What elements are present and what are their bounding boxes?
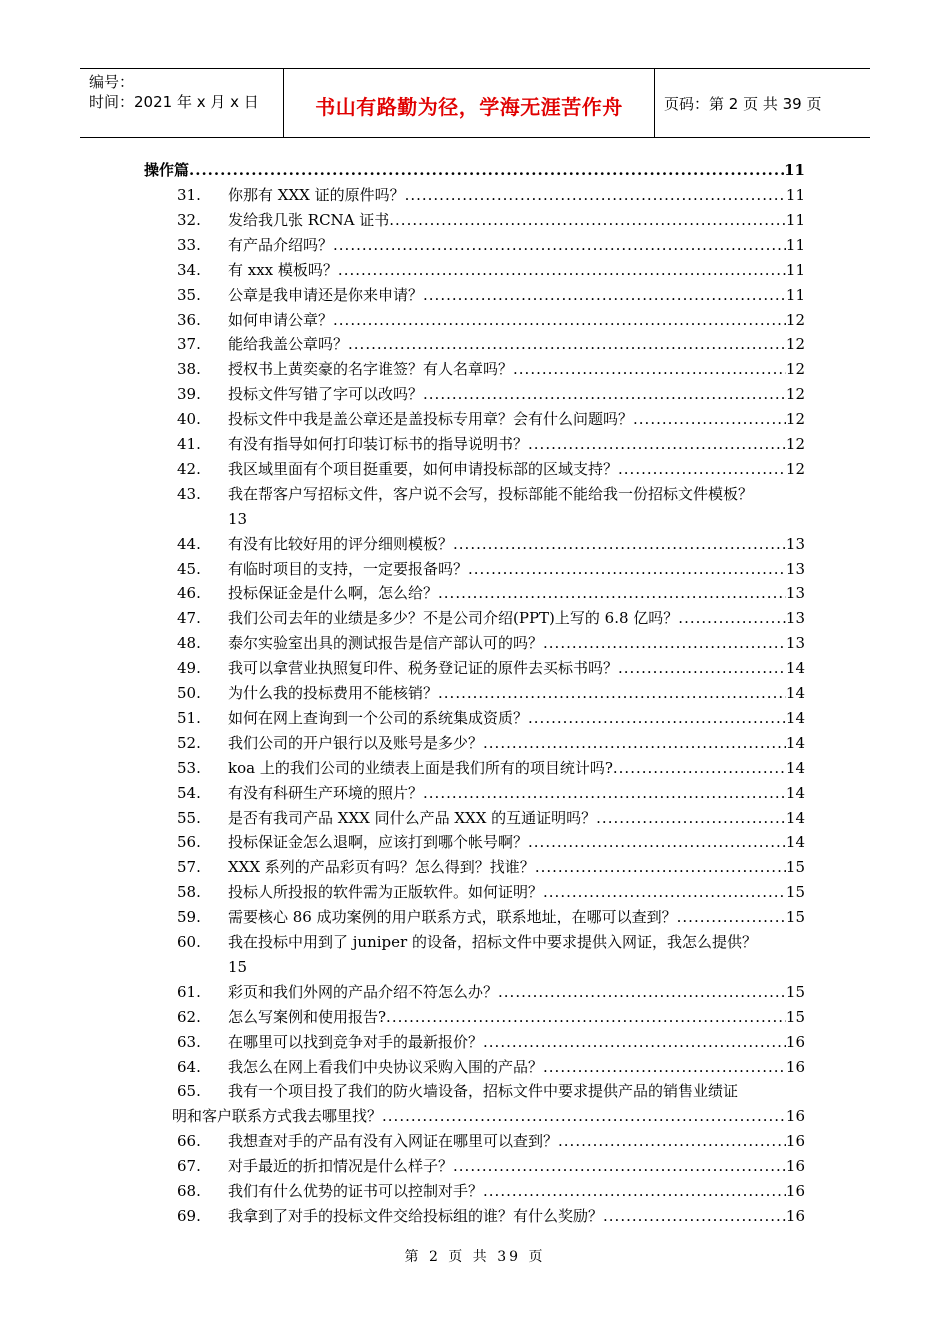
toc-entry-number: 43. xyxy=(177,484,201,503)
toc-entry-page: 15 xyxy=(228,957,248,976)
toc-entry[interactable] xyxy=(0,1154,950,1178)
toc-entry-number: 66. xyxy=(177,1132,201,1151)
toc-entry-text: 我在帮客户写招标文件，客户说不会写，投标部能不能给我一份招标文件模板？ xyxy=(228,484,754,503)
leader-dots xyxy=(677,905,786,929)
toc-entry[interactable] xyxy=(0,980,950,1004)
document-number-label: 编号： xyxy=(89,73,135,91)
leader-dots xyxy=(613,756,786,780)
toc-entry-text: 怎么写案例和使用报告? xyxy=(228,1007,387,1026)
toc-entry-page: 15 xyxy=(785,883,805,902)
leader-dots xyxy=(333,233,786,257)
toc-entry-page: 13 xyxy=(785,534,805,553)
leader-dots xyxy=(468,557,786,581)
toc-entry-number: 47. xyxy=(177,609,201,628)
leader-dots xyxy=(633,407,786,431)
toc-entry-page: 13 xyxy=(785,634,805,653)
toc-entry-text: 我们公司去年的业绩是多少？不是公司介绍(PPT)上写的 6.8 亿吗？ xyxy=(228,609,679,628)
toc-entry-page: 16 xyxy=(785,1057,805,1076)
toc-entry-text: 投标保证金怎么退啊，应该打到哪个帐号啊？ xyxy=(228,833,529,852)
toc-entry-page: 14 xyxy=(785,659,805,678)
document-time-label: 时间：2021 年 x 月 x 日 xyxy=(89,93,259,111)
leader-dots xyxy=(348,332,786,356)
toc-entry-text: 我们有什么优势的证书可以控制对手？ xyxy=(228,1182,484,1200)
toc-entry-page: 12 xyxy=(785,310,805,329)
toc-entry[interactable] xyxy=(0,457,950,481)
page-footer: 第 2 页 共 39 页 xyxy=(404,1249,546,1265)
toc-entry-text: 授权书上黄奕豪的名字谁签？有人名章吗？ xyxy=(228,360,514,379)
toc-entry-number: 54. xyxy=(177,783,201,802)
toc-entry[interactable] xyxy=(0,1129,950,1153)
leader-dots xyxy=(453,532,786,556)
toc-entry[interactable] xyxy=(0,1030,950,1054)
toc-entry-page: 15 xyxy=(785,858,805,877)
leader-dots xyxy=(543,631,786,655)
toc-entry-number: 58. xyxy=(177,883,201,902)
toc-entry-number: 49. xyxy=(177,659,201,678)
toc-entry-text: 我想查对手的产品有没有入网证在哪里可以查到？ xyxy=(228,1132,559,1151)
toc-entry-number: 69. xyxy=(177,1206,201,1225)
toc-entry-number: 57. xyxy=(177,858,201,877)
toc-entry-text: 需要核心 86 成功案例的用户联系方式，联系地址，在哪可以查到？ xyxy=(228,908,677,927)
toc-entry-page: 14 xyxy=(785,708,805,727)
toc-entry[interactable] xyxy=(0,1055,950,1079)
leader-dots xyxy=(438,681,786,705)
toc-entry-page: 11 xyxy=(785,186,805,204)
leader-dots xyxy=(513,357,786,381)
toc-entry[interactable] xyxy=(0,1204,950,1228)
toc-entry-text: 对手最近的折扣情况是什么样子？ xyxy=(228,1157,454,1176)
toc-entry-page: 16 xyxy=(785,1132,805,1151)
toc-entry-number: 38. xyxy=(177,360,201,379)
toc-entry-number: 56. xyxy=(177,833,201,852)
toc-entry-text: 如何申请公章？ xyxy=(228,310,334,329)
toc-entry[interactable] xyxy=(0,656,950,680)
toc-entry-page: 13 xyxy=(785,559,805,578)
leader-dots xyxy=(423,283,786,307)
toc-entry-number: 64. xyxy=(177,1057,201,1076)
toc-entry-text: 有 xxx 模板吗？ xyxy=(228,260,338,279)
toc-entry[interactable] xyxy=(0,855,950,879)
header-motto-cell xyxy=(284,69,655,137)
toc-entry-text: 在哪里可以找到竞争对手的最新报价？ xyxy=(228,1032,484,1051)
toc-entry-text-continued: 明和客户联系方式我去哪里找？ xyxy=(172,1107,383,1126)
toc-entry-page: 12 xyxy=(785,410,805,429)
toc-entry-text: 投标保证金是什么啊，怎么给？ xyxy=(228,584,439,603)
toc-entry-page: 12 xyxy=(785,385,805,404)
toc-entry-number: 36. xyxy=(177,310,201,329)
toc-entry[interactable] xyxy=(0,382,950,406)
toc-entry[interactable] xyxy=(0,283,950,307)
leader-dots xyxy=(438,581,786,605)
leader-dots xyxy=(678,606,786,630)
leader-dots xyxy=(618,457,786,481)
toc-entry-page: 12 xyxy=(785,459,805,478)
toc-entry-text: XXX 系列的产品彩页有吗？怎么得到？找谁？ xyxy=(228,858,535,877)
toc-entry-number: 52. xyxy=(177,733,201,752)
toc-entry-page: 15 xyxy=(785,1007,805,1026)
leader-dots xyxy=(389,208,786,232)
toc-entry-number: 31. xyxy=(177,186,201,204)
toc-entry[interactable] xyxy=(0,606,950,630)
toc-entry-text: 有没有指导如何打印装订标书的指导说明书？ xyxy=(228,435,529,453)
toc-entry-number: 46. xyxy=(177,584,201,603)
toc-entry-page: 12 xyxy=(785,435,805,453)
toc-entry[interactable] xyxy=(0,482,950,506)
toc-entry-text: 我怎么在网上看我们中央协议采购入围的产品？ xyxy=(228,1057,544,1076)
toc-entry-text: 有没有科研生产环境的照片？ xyxy=(228,783,424,802)
toc-entry-page: 16 xyxy=(785,1157,805,1176)
toc-entry-number: 61. xyxy=(177,982,201,1001)
leader-dots xyxy=(423,781,786,805)
toc-entry-number: 39. xyxy=(177,385,201,404)
section-title: 操作篇 xyxy=(144,161,190,179)
toc-entry-continuation[interactable] xyxy=(0,955,950,979)
leader-dots xyxy=(528,706,786,730)
toc-entry[interactable] xyxy=(0,930,950,954)
toc-entry-number: 34. xyxy=(177,260,201,279)
toc-entry-text: 有临时项目的支持，一定要报备吗？ xyxy=(228,559,469,578)
header-right-cell xyxy=(655,69,870,137)
toc-entry-text: 能给我盖公章吗？ xyxy=(228,335,349,354)
toc-entry-page: 16 xyxy=(785,1032,805,1051)
toc-entry-number: 45. xyxy=(177,559,201,578)
toc-entry-number: 68. xyxy=(177,1182,201,1200)
toc-entry-number: 37. xyxy=(177,335,201,354)
toc-entry-page: 15 xyxy=(785,982,805,1001)
toc-entry-text: 投标人所投报的软件需为正版软件。如何证明？ xyxy=(228,883,544,902)
toc-entry-page: 14 xyxy=(785,733,805,752)
toc-entry[interactable] xyxy=(0,830,950,854)
toc-entry-number: 50. xyxy=(177,684,201,702)
toc-entry-page: 12 xyxy=(785,360,805,379)
toc-entry[interactable] xyxy=(0,706,950,730)
leader-dots xyxy=(386,1005,786,1029)
leader-dots xyxy=(333,308,786,332)
toc-entry-number: 55. xyxy=(177,808,201,827)
leader-dots xyxy=(453,1154,786,1178)
leader-dots xyxy=(596,806,786,830)
toc-entry-page: 13 xyxy=(228,509,248,528)
toc-entry-page: 11 xyxy=(785,210,805,229)
toc-entry-page: 14 xyxy=(785,758,805,777)
page-header xyxy=(80,68,870,138)
toc-entry-text: 彩页和我们外网的产品介绍不符怎么办？ xyxy=(228,982,499,1001)
toc-entry-continuation[interactable] xyxy=(0,507,950,531)
section-page: 11 xyxy=(784,161,805,179)
toc-entry-number: 67. xyxy=(177,1157,201,1176)
toc-entry-number: 40. xyxy=(177,410,201,429)
toc-entry-page: 14 xyxy=(785,833,805,852)
leader-dots xyxy=(483,1030,786,1054)
leader-dots xyxy=(603,1204,786,1228)
toc-entry-page: 16 xyxy=(785,1182,805,1200)
toc-entry[interactable] xyxy=(0,681,950,705)
toc-entry[interactable] xyxy=(0,880,950,904)
leader-dots xyxy=(543,1055,786,1079)
toc-entry-page: 16 xyxy=(785,1107,805,1126)
toc-entry-text: 发给我几张 RCNA 证书 xyxy=(228,210,390,229)
toc-entry-number: 32. xyxy=(177,210,201,229)
toc-entry[interactable] xyxy=(0,581,950,605)
toc-entry-number: 41. xyxy=(177,435,201,453)
leader-dots xyxy=(483,1179,786,1203)
leader-dots xyxy=(535,855,786,879)
toc-entry-number: 44. xyxy=(177,534,201,553)
toc-entry-number: 60. xyxy=(177,933,201,951)
toc-entry-text: koa 上的我们公司的业绩表上面是我们所有的项目统计吗? xyxy=(228,758,613,777)
leader-dots xyxy=(498,980,786,1004)
toc-entry[interactable] xyxy=(0,756,950,780)
toc-entry-page: 11 xyxy=(785,285,805,304)
toc-entry-text: 我们公司的开户银行以及账号是多少？ xyxy=(228,733,484,752)
leader-dots xyxy=(483,731,786,755)
toc-entry-text: 是否有我司产品 XXX 同什么产品 XXX 的互通证明吗？ xyxy=(228,808,597,827)
leader-dots xyxy=(528,432,786,456)
toc-entry[interactable] xyxy=(0,731,950,755)
toc-entry-number: 59. xyxy=(177,908,201,927)
toc-entry-text: 泰尔实验室出具的测试报告是信产部认可的吗？ xyxy=(228,634,544,653)
toc-entry-text: 为什么我的投标费用不能核销？ xyxy=(228,684,439,702)
header-page-label: 页码：第 2 页 共 39 页 xyxy=(664,95,822,113)
toc-entry-page: 13 xyxy=(785,609,805,628)
toc-entry-page: 11 xyxy=(785,260,805,279)
toc-entry[interactable] xyxy=(0,332,950,356)
header-left-cell xyxy=(80,69,284,137)
toc-entry-number: 51. xyxy=(177,708,201,727)
toc-entry-number: 53. xyxy=(177,758,201,777)
toc-entry[interactable] xyxy=(0,631,950,655)
header-motto: 书山有路勤为径，学海无涯苦作舟 xyxy=(315,95,623,119)
toc-entry[interactable] xyxy=(0,357,950,381)
toc-entry-number: 65. xyxy=(177,1082,201,1101)
toc-entry-text: 你那有 XXX 证的原件吗？ xyxy=(228,186,405,204)
toc-entry-text: 如何在网上查询到一个公司的系统集成资质？ xyxy=(228,708,529,727)
toc-entry[interactable] xyxy=(0,432,950,456)
leader-dots xyxy=(405,183,786,207)
toc-entry-text: 有没有比较好用的评分细则模板？ xyxy=(228,534,454,553)
toc-entry-number: 35. xyxy=(177,285,201,304)
toc-entry-number: 42. xyxy=(177,459,201,478)
leader-dots xyxy=(528,830,786,854)
toc-entry-number: 63. xyxy=(177,1032,201,1051)
toc-entry-page: 14 xyxy=(785,783,805,802)
toc-entry-text: 我有一个项目投了我们的防火墙设备，招标文件中要求提供产品的销售业绩证 xyxy=(228,1082,739,1101)
toc-entry-page: 16 xyxy=(785,1206,805,1225)
toc-entry-continuation[interactable] xyxy=(0,1104,950,1128)
toc-entry[interactable] xyxy=(0,233,950,257)
toc-entry-text: 我拿到了对手的投标文件交给投标组的谁？有什么奖励？ xyxy=(228,1206,604,1225)
toc-entry-page: 11 xyxy=(785,235,805,254)
leader-dots xyxy=(618,656,786,680)
leader-dots xyxy=(558,1129,786,1153)
toc-entry-page: 14 xyxy=(785,684,805,702)
toc-entry-number: 33. xyxy=(177,235,201,254)
leader-dots xyxy=(423,382,786,406)
toc-entry[interactable] xyxy=(0,781,950,805)
toc-entry-number: 62. xyxy=(177,1007,201,1026)
toc-entry[interactable] xyxy=(0,308,950,332)
leader-dots xyxy=(189,158,784,182)
toc-entry-page: 13 xyxy=(785,584,805,603)
toc-entry[interactable] xyxy=(0,407,950,431)
toc-entry-page: 15 xyxy=(785,908,805,927)
toc-entry[interactable] xyxy=(0,208,950,232)
toc-entry-page: 12 xyxy=(785,335,805,354)
toc-entry[interactable] xyxy=(0,258,950,282)
toc-entry[interactable] xyxy=(0,183,950,207)
toc-entry-text: 投标文件中我是盖公章还是盖投标专用章？会有什么问题吗？ xyxy=(228,410,634,429)
toc-entry[interactable] xyxy=(0,1179,950,1203)
toc-entry-text: 有产品介绍吗？ xyxy=(228,235,334,254)
toc-entry-text: 投标文件写错了字可以改吗？ xyxy=(228,385,424,404)
toc-entry-text: 我区域里面有个项目挺重要，如何申请投标部的区域支持？ xyxy=(228,459,619,478)
toc-section-heading[interactable] xyxy=(0,158,950,182)
leader-dots xyxy=(543,880,786,904)
toc-entry-text: 我可以拿营业执照复印件、税务登记证的原件去买标书吗？ xyxy=(228,659,619,678)
toc-entry-text: 公章是我申请还是你来申请？ xyxy=(228,285,424,304)
toc-entry[interactable] xyxy=(0,532,950,556)
leader-dots xyxy=(382,1104,786,1128)
toc-entry-page: 14 xyxy=(785,808,805,827)
leader-dots xyxy=(338,258,786,282)
toc-entry[interactable] xyxy=(0,1005,950,1029)
toc-entry[interactable] xyxy=(0,557,950,581)
toc-entry[interactable] xyxy=(0,905,950,929)
toc-entry-text: 我在投标中用到了 juniper 的设备，招标文件中要求提供入网证，我怎么提供？ xyxy=(228,933,757,951)
toc-entry[interactable] xyxy=(0,806,950,830)
toc-entry-number: 48. xyxy=(177,634,201,653)
toc-entry[interactable] xyxy=(0,1079,950,1103)
